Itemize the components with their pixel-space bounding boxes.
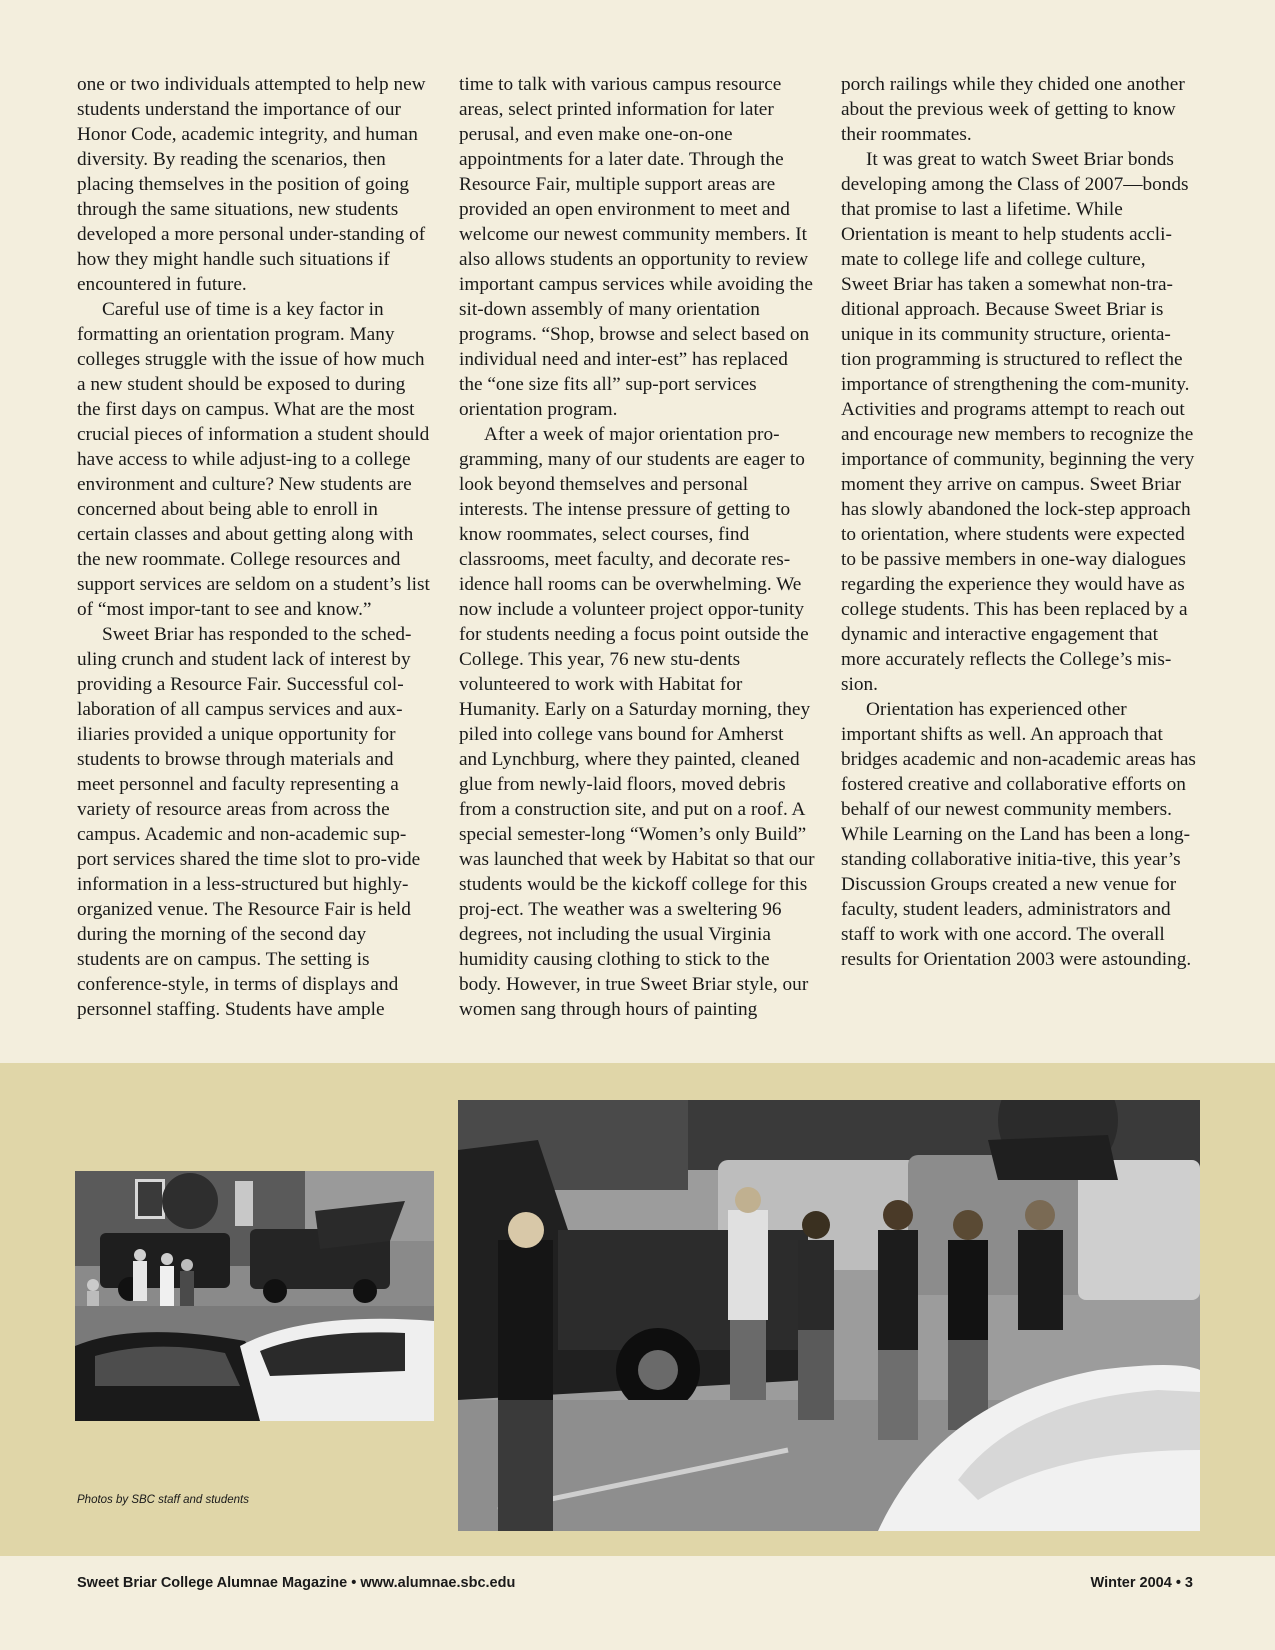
paragraph: time to talk with various campus resource areas, select printed information for later perusal, and even make one-on-one appointments for a later date. Through the Resource Fair, multiple support areas are provided an open environment to meet and welcome our newest community members. It also allows students an opportunity to review important campus services while avoiding the sit-down assembly of many orientation programs. “Shop, browse and select based on individual need and inter-est” has replaced the “one size fits all” sup-port services orientation program. xyxy=(459,74,813,420)
article-column-1 xyxy=(77,72,433,1022)
paragraph: porch railings while they chided one another about the previous week of getting to know their roommates. xyxy=(841,74,1185,145)
photo-students-unloading-image xyxy=(458,1100,1200,1531)
paragraph: Sweet Briar has responded to the sched-uling crunch and student lack of interest by providing a Resource Fair. Successful col-laboration of all campus services and aux-iliaries provided a unique opportunity for students to browse through materials and meet personnel and faculty representing a variety of resource areas from across the campus. Academic and non-academic sup-port services shared the time slot to pro-vide information in a less-structured but highly-organized venue. The Resource Fair is held during the morning of the second day students are on campus. The setting is conference-style, in terms of displays and personnel staffing. Students have ample xyxy=(77,624,421,1020)
paragraph: one or two individuals attempted to help new students understand the importance of our Honor Code, academic integrity, and human diversity. By reading the scenarios, then placing themselves in the position of going through the same situations, new students developed a more personal under-standing of how they might handle such situations if encountered in future. xyxy=(77,74,426,295)
footer-publication: Sweet Briar College Alumnae Magazine • www.alumnae.sbc.edu xyxy=(77,1575,516,1591)
paragraph: After a week of major orientation pro-gramming, many of our students are eager to look beyond themselves and personal interests. The intense pressure of getting to know roommates, select courses, find classrooms, meet faculty, and decorate res-idence hall rooms can be overwhelming. We now include a volunteer project oppor-tunity for students needing a focus point outside the College. This year, 76 new stu-dents volunteered to work with Habitat for Humanity. Early on a Saturday morning, they piled into college vans bound for Amherst and Lynchburg, where they painted, cleaned glue from newly-laid floors, moved debris from a construction site, and put on a roof. A special semester-long “Women’s only Build” was launched that week by Habitat so that our students would be the kickoff college for this proj-ect. The weather was a sweltering 96 degrees, not including the usual Virginia humidity causing clothing to stick to the body. However, in true Sweet Briar style, our women sang through hours of painting xyxy=(459,424,815,1020)
photo-move-in-trucks xyxy=(75,1171,434,1421)
paragraph: Orientation has experienced other important shifts as well. An approach that bridges academic and non-academic areas has fostered creative and collaborative efforts on behalf of our newest community members. While Learning on the Land has been a long-standing collaborative initia-tive, this year’s Discussion Groups created a new venue for faculty, student leaders, administrators and staff to work with one accord. The overall results for Orientation 2003 were astounding. xyxy=(841,699,1196,970)
footer-issue-page: Winter 2004 • 3 xyxy=(1090,1575,1193,1591)
photo-caption: Photos by SBC staff and students xyxy=(77,1494,249,1506)
article-column-2 xyxy=(459,72,815,1022)
photo-students-unloading xyxy=(458,1100,1200,1531)
paragraph: Careful use of time is a key factor in formatting an orientation program. Many colleges struggle with the issue of how much a new student should be exposed to during the first days on campus. What are the most crucial pieces of information a student should have access to while adjust-ing to a college environment and culture? New students are concerned about being able to enroll in certain classes and about getting along with the new roommate. College resources and support services are seldom on a student’s list of “most impor-tant to see and know.” xyxy=(77,299,430,620)
paragraph: It was great to watch Sweet Briar bonds developing among the Class of 2007—bonds that promise to last a lifetime. While Orientation is meant to help students accli-mate to college life and college culture, Sweet Briar has taken a somewhat non-tra-ditional approach. Because Sweet Briar is unique in its community structure, orienta-tion programming is structured to reflect the importance of strengthening the com-munity. Activities and programs attempt to reach out and encourage new members to recognize the importance of community, beginning the very moment they arrive on campus. Sweet Briar has slowly abandoned the lock-step approach to orientation, where students were expected to be passive members in one-way dialogues regarding the experience they would have as college students. This has been replaced by a dynamic and interactive engagement that more accurately reflects the College’s mis-sion. xyxy=(841,149,1195,695)
photo-move-in-trucks-image xyxy=(75,1171,434,1421)
article-column-3 xyxy=(841,72,1197,972)
